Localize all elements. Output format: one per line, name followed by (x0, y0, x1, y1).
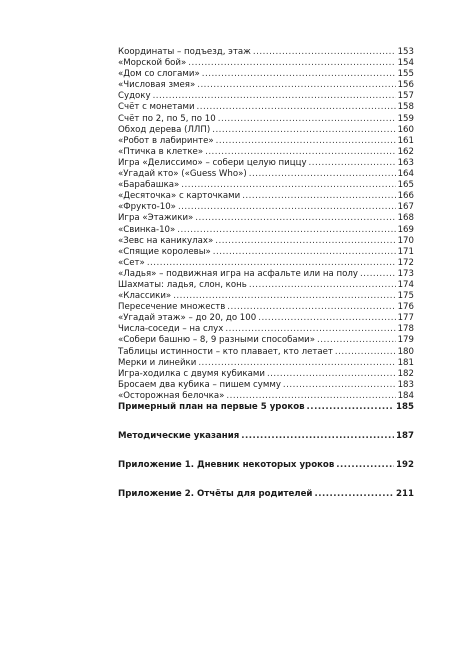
toc-entry-title: «Дом со слогами» (118, 69, 200, 80)
toc-entry-title: «Сет» (118, 257, 145, 268)
toc-entries (118, 47, 414, 402)
toc-entry[interactable] (118, 269, 414, 280)
toc-entry-page: 162 (397, 146, 414, 157)
toc-leader-dots (314, 489, 394, 500)
toc-entry[interactable] (118, 69, 414, 80)
toc-entry[interactable] (118, 58, 414, 69)
toc-section-appendix-2[interactable] (118, 489, 414, 500)
toc-entry[interactable] (118, 280, 414, 291)
toc-entry[interactable] (118, 225, 414, 236)
toc-entry-page: 164 (397, 169, 414, 180)
toc-entry-title: «Собери башню – 8, 9 разными способами» (118, 335, 316, 346)
toc-entry-title: Мерки и линейки (118, 357, 197, 368)
toc-entry-page: 175 (397, 291, 414, 302)
toc-leader-dots (215, 236, 395, 247)
toc-entry-page: 168 (397, 213, 414, 224)
toc-entry-title: Координаты – подъезд, этаж (118, 47, 251, 57)
toc-leader-dots (195, 213, 395, 224)
toc-entry-page: 178 (397, 324, 414, 335)
toc-entry-title: «Классики» (118, 291, 172, 302)
toc-entry-title: Счёт по 2, по 5, по 10 (118, 113, 216, 124)
toc-entry[interactable] (118, 291, 414, 302)
toc-entry-page: 155 (397, 69, 414, 80)
toc-entry-title: Таблицы истинности – кто плавает, кто летает (118, 346, 333, 357)
toc-entry-title: Шахматы: ладья, слон, конь (118, 279, 247, 290)
toc-leader-dots (173, 291, 395, 302)
toc-entry[interactable] (118, 169, 414, 180)
toc-entry[interactable] (118, 147, 414, 158)
toc-leader-dots (205, 147, 396, 158)
toc-leader-dots (178, 202, 396, 213)
toc-entry-page: 183 (397, 379, 414, 390)
toc-entry[interactable] (118, 202, 414, 213)
toc-section-title: Приложение 2. Отчёты для родителей (118, 489, 313, 500)
toc-leader-dots (202, 69, 396, 80)
toc-entry-title: «Зевс на каникулах» (118, 235, 214, 246)
toc-entry-page: 169 (397, 224, 414, 235)
toc-leader-dots (335, 347, 396, 358)
toc-leader-dots (360, 269, 396, 280)
toc-entry[interactable] (118, 158, 414, 169)
toc-leader-dots (267, 369, 396, 380)
toc-leader-dots (181, 180, 395, 191)
toc-entry[interactable] (118, 102, 414, 113)
toc-entry[interactable] (118, 302, 414, 313)
toc-entry-title: «Птичка в клетке» (118, 146, 204, 157)
toc-entry[interactable] (118, 258, 414, 269)
toc-leader-dots (336, 460, 394, 471)
toc-entry[interactable] (118, 391, 414, 402)
toc-entry-page: 161 (397, 135, 414, 146)
toc-entry-page: 172 (397, 257, 414, 268)
toc-section-page: 192 (396, 460, 414, 471)
toc-entry-page: 153 (397, 47, 414, 57)
toc-entry-title: «Ладья» – подвижная игра на асфальте или на полу (118, 268, 358, 279)
toc-leader-dots (317, 335, 396, 346)
toc-entry-title: «Осторожная белочка» (118, 390, 225, 401)
toc-entry-title: «Десяточка» с карточками (118, 191, 241, 202)
toc-entry-title: Игра-ходилка с двумя кубиками (118, 368, 265, 379)
toc-entry[interactable] (118, 80, 414, 91)
toc-entry-page: 170 (397, 235, 414, 246)
toc-leader-dots (309, 158, 396, 169)
toc-leader-dots (307, 402, 395, 413)
toc-entry-title: «Барабашка» (118, 180, 180, 191)
toc-leader-dots (253, 47, 396, 58)
toc-section-title: Методические указания (118, 431, 240, 442)
toc-entry-page: 181 (397, 357, 414, 368)
toc-leader-dots (249, 169, 396, 180)
toc-entry[interactable] (118, 91, 414, 102)
toc-entry[interactable] (118, 380, 414, 391)
toc-leader-dots (249, 280, 396, 291)
toc-entry-title: «Угадай кто» («Guess Who») (118, 169, 247, 180)
toc-entry-page: 154 (397, 58, 414, 69)
toc-section-title: Приложение 1. Дневник некоторых уроков (118, 460, 335, 471)
toc-entry-page: 171 (397, 246, 414, 257)
toc-leader-dots (153, 91, 396, 102)
toc-entry[interactable] (118, 47, 414, 58)
toc-leader-dots (241, 431, 394, 442)
toc-entry[interactable] (118, 213, 414, 224)
toc-entry-page: 166 (397, 191, 414, 202)
toc-leader-dots (213, 247, 396, 258)
toc-entry-page: 176 (397, 302, 414, 313)
toc-entry[interactable] (118, 358, 414, 369)
toc-entry-page: 158 (397, 102, 414, 113)
toc-entry[interactable] (118, 114, 414, 125)
toc-entry-title: «Угадай этаж» – до 20, до 100 (118, 313, 257, 324)
toc-entry-page: 173 (397, 268, 414, 279)
toc-entry[interactable] (118, 247, 414, 258)
toc-entry-page: 185 (396, 402, 414, 412)
toc-plan-entry[interactable] (118, 402, 414, 413)
toc-leader-dots (198, 358, 395, 369)
toc-entry[interactable] (118, 335, 414, 346)
toc-entry-page: 157 (397, 91, 414, 102)
toc-entry-page: 177 (397, 313, 414, 324)
toc-entry[interactable] (118, 191, 414, 202)
toc-entry[interactable] (118, 236, 414, 247)
toc-section-page: 187 (396, 431, 414, 442)
toc-leader-dots (226, 391, 395, 402)
toc-entry[interactable] (118, 324, 414, 335)
toc-entry-page: 159 (397, 113, 414, 124)
toc-leader-dots (225, 324, 395, 335)
toc-entry-title: Счёт с монетами (118, 102, 195, 113)
toc-section-methodical[interactable] (118, 431, 414, 442)
toc-entry-title: Пересечение множеств (118, 302, 226, 313)
toc-entry-title: Игра «Делиссимо» – собери целую пиццу (118, 157, 307, 168)
toc-leader-dots (218, 114, 396, 125)
toc-entry-page: 179 (397, 335, 414, 346)
toc-entry-title: «Спящие королевы» (118, 246, 211, 257)
toc-entry-page: 163 (397, 157, 414, 168)
toc-entry-page: 180 (397, 346, 414, 357)
toc-leader-dots (177, 225, 395, 236)
toc-leader-dots (242, 191, 395, 202)
toc-entry[interactable] (118, 136, 414, 147)
toc-entry-page: 174 (397, 279, 414, 290)
table-of-contents (118, 47, 414, 500)
toc-entry-title: «Числовая змея» (118, 80, 196, 91)
toc-entry-title: Числа-соседи – на слух (118, 324, 224, 335)
toc-entry[interactable] (118, 180, 414, 191)
toc-entry-page: 160 (397, 124, 414, 135)
toc-leader-dots (283, 380, 396, 391)
toc-entry-title: Бросаем два кубика – пишем сумму (118, 379, 281, 390)
toc-leader-dots (212, 125, 395, 136)
toc-entry-title: «Морской бой» (118, 58, 187, 69)
toc-entry-title: «Свинка-10» (118, 224, 176, 235)
toc-entry-page: 184 (397, 390, 414, 401)
toc-entry[interactable] (118, 125, 414, 136)
toc-entry-title: Судоку (118, 91, 151, 102)
toc-leader-dots (197, 102, 396, 113)
toc-entry-title: «Фрукто-10» (118, 202, 176, 213)
toc-leader-dots (197, 80, 395, 91)
toc-entry-page: 165 (397, 180, 414, 191)
toc-entry[interactable] (118, 347, 414, 358)
toc-entry[interactable] (118, 313, 414, 324)
toc-entry-title: Примерный план на первые 5 уроков (118, 402, 305, 412)
toc-entry-title: Игра «Этажики» (118, 213, 194, 224)
toc-section-appendix-1[interactable] (118, 460, 414, 471)
toc-entry-page: 156 (397, 80, 414, 91)
toc-leader-dots (147, 258, 396, 269)
toc-entry-page: 182 (397, 368, 414, 379)
toc-leader-dots (188, 58, 395, 69)
toc-entry[interactable] (118, 369, 414, 380)
toc-leader-dots (258, 313, 395, 324)
toc-section-page: 211 (396, 489, 414, 500)
toc-entry-page: 167 (397, 202, 414, 213)
toc-leader-dots (216, 136, 396, 147)
toc-entry-title: «Робот в лабиринте» (118, 135, 214, 146)
toc-leader-dots (227, 302, 395, 313)
toc-entry-title: Обход дерева (ЛЛП) (118, 124, 211, 135)
